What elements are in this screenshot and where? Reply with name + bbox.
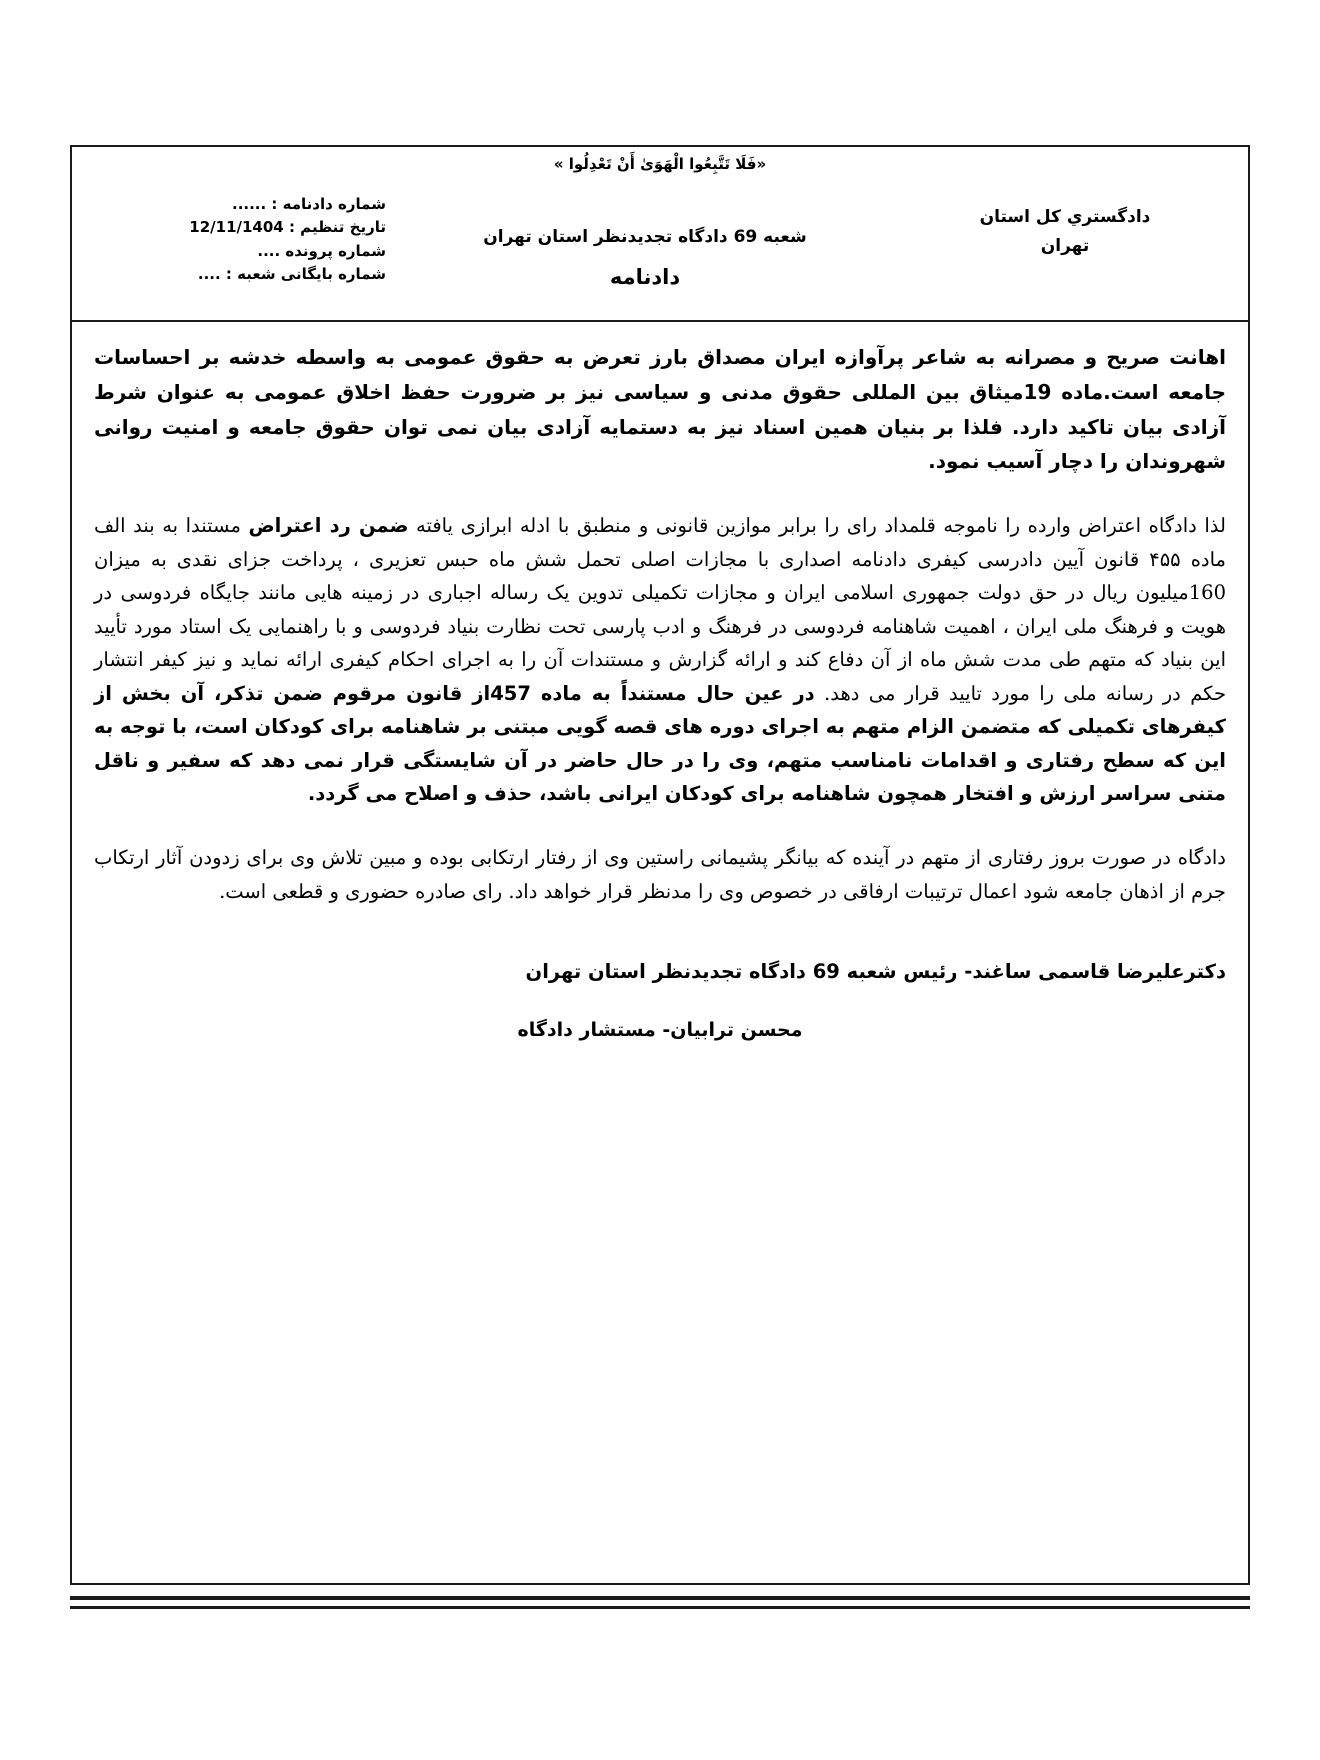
document-body <box>72 322 1248 1051</box>
footer-rule-bottom <box>70 1606 1250 1609</box>
document-header <box>72 147 1248 322</box>
paragraph-closing: دادگاه در صورت بروز رفتاری از متهم در آینده که بیانگر پشیمانی راستین وی از رفتار ارتکابی بوده و مبین تلاش وی برای زدودن آثار ارتکاب جرم از اذهان جامعه شود اعمال ترتیبات ارفاقی در خصوص وی را مدنظر قرار خواهد داد. رای صادره حضوری و قطعی است. <box>94 845 1226 903</box>
paragraph-opinion-intro: اهانت صریح و مصرانه به شاعر پرآوازه ایران مصداق بارز تعرض به حقوق عمومی به واسطه خدشه بر احساسات جامعه است.ماده 19میثاق بین المللی حقوق مدنی و سیاسی نیز بر ضرورت حفظ اخلاق عمومی به عنوان شرط آزادی بیان تاکید دارد. فلذا بر بنیان همین اسناد نیز به دستمایه آزادی بیان نمی توان حقوق جامعه و امنیت روانی شهروندان را دچار آسیب نمود. <box>94 345 1227 474</box>
ruling-part-a: لذا دادگاه اعتراض وارده را ناموجه قلمداد رای را برابر موازین قانونی و منطبق با ادله ابرازی یافته <box>408 514 1226 538</box>
ruling-emphasis-article457: در عین حال مستنداً به ماده 457از قانون مرقوم ضمن تذکر، آن بخش از کیفرهای تکمیلی که متضمن الزام متهم به اجرای دوره های قصه گویی مبتنی بر شاهنامه برای کودکان است، با توجه به این که سطح رفتاری و اقدامات نامناسب متهم، وی را در حال حاضر در آن شایستگی قرار نمی دهد که سفیر و ناقل متنی سراسر ارزش و افتخار همچون شاهنامه برای کودکان ایرانی باشد، حذف و اصلاح می گردد. <box>94 681 1226 806</box>
paragraph-ruling <box>94 509 1226 811</box>
meta-field-date: تاریخ تنظیم : 12/11/1404 <box>189 218 386 237</box>
org-line-1: دادگستري كل استان <box>979 207 1151 227</box>
paragraph-gap-1 <box>94 495 1226 509</box>
signature-advisor-judge: محسن ترابیان- مستشار دادگاه <box>517 1019 803 1042</box>
header-center <box>402 227 888 289</box>
meta-field-verdict-number: شماره دادنامه : ...... <box>232 195 386 213</box>
meta-field-case-number: شماره پرونده .... <box>257 241 386 260</box>
signature-block <box>94 954 1226 1041</box>
paragraph-gap-2 <box>94 827 1226 841</box>
footer-rule-top <box>70 1596 1250 1600</box>
branch-name: شعبه 69 دادگاه تجدیدنظر استان تهران <box>483 227 807 247</box>
court-organization <box>900 203 1230 261</box>
signature-presiding-judge: دکترعلیرضا قاسمی ساغند- رئیس شعبه 69 دادگاه تجدیدنظر استان تهران <box>525 960 1226 984</box>
document-title: دادنامه <box>609 265 681 289</box>
basmala-text: «فَلَا تَتَّبِعُوا الْهَوَىٰ أَنْ تَعْدِلُوا » <box>553 155 767 173</box>
document-sheet <box>70 145 1250 1585</box>
document-meta-fields <box>86 193 386 286</box>
ruling-emphasis-objection: ضمن رد اعتراض <box>248 514 409 538</box>
org-line-2: تهران <box>1040 235 1090 256</box>
ruling-part-c: مستندا به بند الف ماده ۴۵۵ قانون آیین دادرسی کیفری دادنامه اصداری با مجازات اصلی تحمل شش ماه حبس تعزیری ، پرداخت جزای نقدی به میزان 160میلیون ریال در حق دولت جمهوری اسلامی ایران و مجازات تکمیلی تدوین یک رساله اجباری در زمینه هایی مانند جایگاه فردوسی در هویت و فرهنگ ملی ایران ، اهمیت شاهنامه فردوسی در فرهنگ و ادب پارسی تحت نظارت بنیاد فردوسی و با راهنمایی یک استاد مورد تأیید این بنیاد که متهم طی مدت شش ماه از آن دفاع کند و ارائه گزارش و مستندات آن را به اجرای احکام کیفری ارائه نماید و نیز کیفر انتشار حکم در رسانه ملی را مورد تایید قرار می دهد. <box>94 514 1227 705</box>
meta-field-archive-number: شماره بایگانی شعبه : .... <box>197 264 386 283</box>
